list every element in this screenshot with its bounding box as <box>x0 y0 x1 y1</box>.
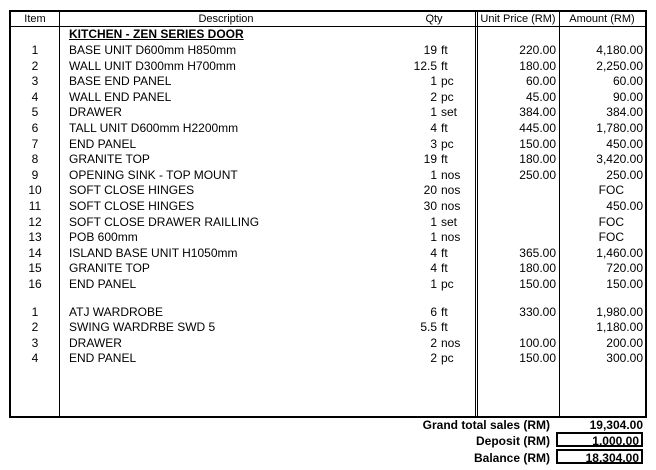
unit-price: 45.00 <box>525 89 556 104</box>
table-row <box>11 43 645 59</box>
unit-price: 445.00 <box>519 121 556 135</box>
unit-price: 150.00 <box>519 136 556 151</box>
unit-price: 150.00 <box>519 351 556 366</box>
qty-unit: nos <box>441 167 461 182</box>
item-number: 15 <box>28 261 42 276</box>
qty-value: 1 <box>430 167 437 182</box>
section-title-text: KITCHEN - ZEN SERIES DOOR <box>69 27 244 41</box>
unit-price: 365.00 <box>519 245 556 260</box>
item-number: 2 <box>31 58 39 73</box>
totals-divider <box>556 416 643 418</box>
table-row <box>11 183 645 199</box>
qty-value: 12.5 <box>413 58 437 73</box>
unit-price: 100.00 <box>519 335 556 350</box>
item-description: BASE END PANEL <box>69 74 172 89</box>
table-row <box>11 90 645 106</box>
qty-value: 2 <box>430 89 437 104</box>
qty-value: 3 <box>430 136 437 151</box>
qty-unit: pc <box>441 89 454 104</box>
amount: 90.00 <box>612 89 643 104</box>
amount: FOC <box>598 230 624 245</box>
qty-value: 30 <box>423 199 437 213</box>
table-row <box>11 320 645 336</box>
qty-unit: ft <box>441 304 448 319</box>
amount: 200.00 <box>606 335 643 350</box>
qty-unit: nos <box>441 230 461 245</box>
item-description: END PANEL <box>69 277 137 291</box>
item-description: POB 600mm <box>69 230 138 245</box>
qty-value: 2 <box>430 351 437 366</box>
item-number: 9 <box>31 167 39 182</box>
qty-unit: ft <box>441 58 448 73</box>
table-row <box>11 351 645 367</box>
qty-unit: pc <box>441 277 454 291</box>
qty-value: 19 <box>423 152 437 167</box>
qty-value: 4 <box>430 261 437 276</box>
item-number: 12 <box>28 214 42 229</box>
qty-unit: ft <box>441 43 448 57</box>
qty-unit: nos <box>441 183 461 198</box>
item-number: 3 <box>31 74 39 89</box>
unit-price: 180.00 <box>519 261 556 276</box>
table-row <box>11 305 645 321</box>
table-row <box>11 277 645 293</box>
item-description: SOFT CLOSE HINGES <box>69 183 195 198</box>
item-description: WALL END PANEL <box>69 89 172 104</box>
qty-value: 6 <box>430 304 437 319</box>
item-description: DRAWER <box>69 335 122 350</box>
amount: 450.00 <box>606 136 643 151</box>
table-row <box>11 246 645 262</box>
item-number: 2 <box>31 320 39 335</box>
deposit-value: 1,000.00 <box>556 432 643 447</box>
header-unit-price: Unit Price (RM) <box>480 13 556 25</box>
table-row <box>11 199 645 215</box>
unit-price: 250.00 <box>519 167 556 182</box>
item-number: 5 <box>31 105 39 120</box>
grand-total-label: Grand total sales (RM) <box>422 418 550 432</box>
qty-value: 19 <box>423 43 437 57</box>
table-row <box>11 261 645 277</box>
table-row <box>11 59 645 75</box>
qty-unit: set <box>441 214 458 229</box>
item-number: 10 <box>28 183 42 198</box>
table-row <box>11 152 645 168</box>
amount: 300.00 <box>606 351 643 366</box>
qty-unit: ft <box>441 152 448 167</box>
amount: 1,180.00 <box>596 320 643 335</box>
item-number: 4 <box>31 351 39 366</box>
item-description: WALL UNIT D300mm H700mm <box>69 58 236 73</box>
amount: FOC <box>598 183 624 198</box>
item-description: GRANITE TOP <box>69 152 150 167</box>
qty-value: 2 <box>430 335 437 350</box>
header-qty: Qty <box>425 13 443 25</box>
item-description: SOFT CLOSE DRAWER RAILLING <box>69 214 260 229</box>
deposit-label: Deposit (RM) <box>476 434 550 448</box>
item-description: BASE UNIT D600mm H850mm <box>69 43 237 57</box>
item-number: 16 <box>28 277 42 291</box>
unit-price: 180.00 <box>519 58 556 73</box>
qty-value: 4 <box>430 245 437 260</box>
grand-total-value: 19,304.00 <box>556 418 643 434</box>
item-description: OPENING SINK - TOP MOUNT <box>69 167 238 182</box>
item-number: 8 <box>31 152 39 167</box>
qty-unit: pc <box>441 136 454 151</box>
qty-value: 5.5 <box>420 320 437 335</box>
table-row <box>11 137 645 153</box>
amount: 150.00 <box>606 277 643 291</box>
balance-value: 18,304.00 <box>556 449 643 464</box>
qty-price-divider <box>475 10 476 418</box>
item-description: END PANEL <box>69 136 137 151</box>
header-amount: Amount (RM) <box>569 13 635 25</box>
item-description: ATJ WARDROBE <box>69 304 164 319</box>
table-row <box>11 230 645 246</box>
qty-unit: ft <box>441 320 448 335</box>
quotation-table <box>9 10 647 418</box>
qty-value: 20 <box>423 183 437 198</box>
qty-unit: set <box>441 105 458 120</box>
item-number: 11 <box>28 199 42 213</box>
qty-unit: ft <box>441 245 448 260</box>
amount: 2,250.00 <box>596 58 643 73</box>
amount: FOC <box>598 214 624 229</box>
header-description: Description <box>198 13 254 25</box>
amount: 60.00 <box>612 74 643 89</box>
table-row <box>11 121 645 137</box>
header-item: Item <box>24 13 46 25</box>
unit-price: 150.00 <box>519 277 556 291</box>
amount: 1,460.00 <box>596 245 643 260</box>
qty-unit: pc <box>441 351 454 366</box>
qty-unit: nos <box>441 335 461 350</box>
unit-price: 180.00 <box>519 152 556 167</box>
qty-unit: pc <box>441 74 454 89</box>
item-description: GRANITE TOP <box>69 261 150 276</box>
table-row <box>11 215 645 231</box>
amount: 384.00 <box>606 105 643 120</box>
item-number: 6 <box>31 121 39 135</box>
item-description: TALL UNIT D600mm H2200mm <box>69 121 239 135</box>
item-description: END PANEL <box>69 351 137 366</box>
amount: 450.00 <box>606 199 643 213</box>
qty-value: 1 <box>430 214 437 229</box>
item-number: 14 <box>28 245 42 260</box>
qty-unit: ft <box>441 261 448 276</box>
qty-unit: ft <box>441 121 448 135</box>
qty-unit: nos <box>441 199 461 213</box>
qty-value: 1 <box>430 105 437 120</box>
item-description: SWING WARDRBE SWD 5 <box>69 320 216 335</box>
item-description: ISLAND BASE UNIT H1050mm <box>69 245 238 260</box>
amount: 250.00 <box>606 167 643 182</box>
item-number: 3 <box>31 335 39 350</box>
section-title <box>11 27 645 43</box>
amount: 720.00 <box>606 261 643 276</box>
qty-value: 1 <box>430 277 437 291</box>
table-row <box>11 74 645 90</box>
qty-value: 1 <box>430 74 437 89</box>
table-row <box>11 336 645 352</box>
amount: 1,980.00 <box>596 304 643 319</box>
qty-value: 4 <box>430 121 437 135</box>
item-number: 1 <box>31 43 39 57</box>
unit-price: 60.00 <box>525 74 556 89</box>
item-number: 1 <box>31 304 39 319</box>
item-number: 13 <box>28 230 42 245</box>
item-number: 4 <box>31 89 39 104</box>
table-row <box>11 105 645 121</box>
amount: 4,180.00 <box>596 43 643 57</box>
unit-price: 330.00 <box>519 304 556 319</box>
item-number: 7 <box>31 136 39 151</box>
item-description: SOFT CLOSE HINGES <box>69 199 195 213</box>
qty-value: 1 <box>430 230 437 245</box>
item-description: DRAWER <box>69 105 122 120</box>
table-row <box>11 168 645 184</box>
balance-label: Balance (RM) <box>473 451 550 465</box>
amount: 1,780.00 <box>596 121 643 135</box>
unit-price: 384.00 <box>519 105 556 120</box>
unit-price: 220.00 <box>519 43 556 57</box>
amount: 3,420.00 <box>596 152 643 167</box>
